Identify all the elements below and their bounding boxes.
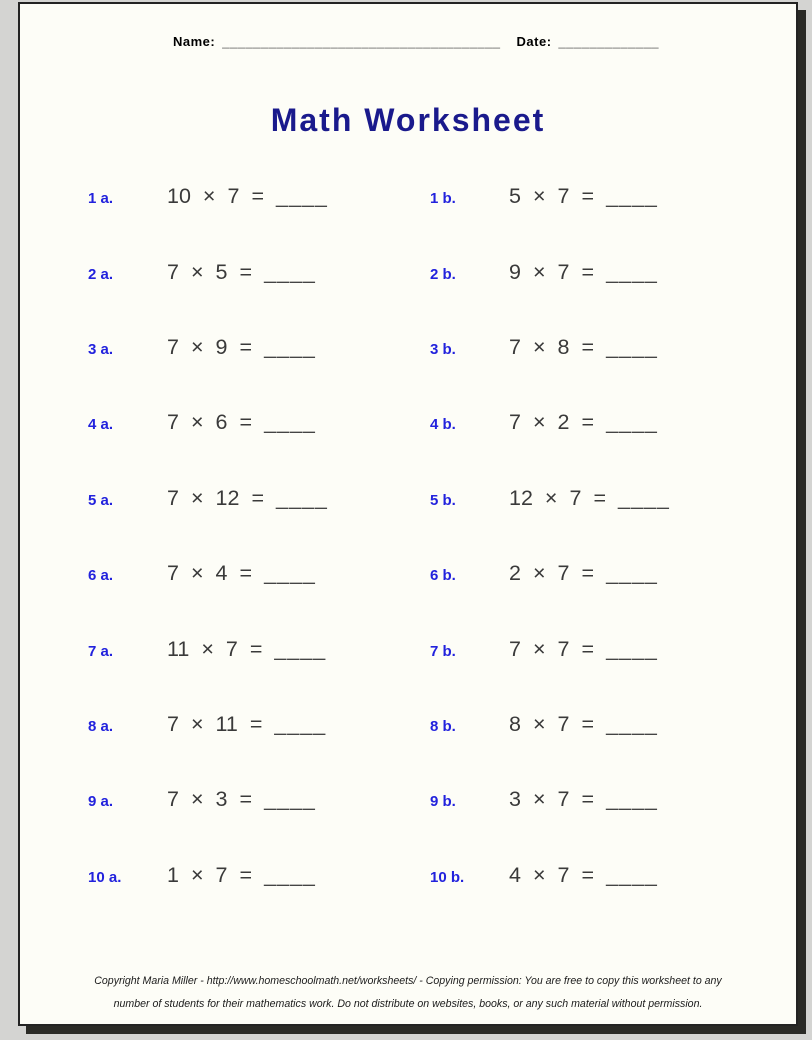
factor-2: 12 bbox=[215, 485, 240, 510]
factor-1: 2 bbox=[509, 561, 521, 586]
equals-sign: = bbox=[581, 636, 595, 661]
problem-number: 8 a. bbox=[88, 717, 114, 735]
factor-2: 7 bbox=[569, 485, 582, 510]
problem-expression bbox=[509, 863, 658, 888]
problem-number: 4 a. bbox=[88, 416, 114, 434]
factor-2: 6 bbox=[215, 410, 228, 435]
multiplication-sign: × bbox=[532, 787, 546, 812]
factor-2: 7 bbox=[557, 862, 570, 887]
equals-sign: = bbox=[239, 787, 253, 812]
answer-blank: ____ bbox=[264, 787, 316, 812]
answer-blank: ____ bbox=[264, 410, 316, 435]
equals-sign: = bbox=[581, 711, 595, 736]
problem-number: 10 a. bbox=[88, 868, 122, 886]
answer-blank: ____ bbox=[264, 862, 316, 887]
problem-cell-2a bbox=[20, 260, 362, 285]
answer-blank: ____ bbox=[274, 711, 327, 736]
answer-blank: ____ bbox=[606, 862, 658, 887]
factor-1: 5 bbox=[509, 184, 521, 209]
problem-cell-9a bbox=[20, 787, 362, 812]
multiplication-sign: × bbox=[202, 184, 216, 209]
equals-sign: = bbox=[581, 787, 595, 812]
factor-2: 7 bbox=[215, 862, 228, 887]
multiplication-sign: × bbox=[190, 410, 204, 435]
factor-1: 3 bbox=[509, 787, 521, 812]
problem-expression bbox=[509, 260, 658, 285]
problem-number: 1 a. bbox=[88, 190, 114, 208]
multiplication-sign: × bbox=[190, 862, 204, 887]
equals-sign: = bbox=[239, 561, 253, 586]
problem-cell-5a bbox=[20, 486, 362, 511]
problem-cell-9b bbox=[362, 787, 796, 812]
problem-expression bbox=[167, 335, 316, 360]
footer-copyright-line-1: Copyright Maria Miller - http://www.homeschoolmath.net/worksheets/ - Copying permission: You are free to copy this worksheet to any bbox=[94, 975, 722, 987]
equals-sign: = bbox=[581, 259, 595, 284]
problem-cell-7b bbox=[362, 637, 796, 662]
factor-1: 7 bbox=[167, 711, 179, 736]
equals-sign: = bbox=[239, 334, 253, 359]
equals-sign: = bbox=[581, 334, 595, 359]
problem-number: 10 b. bbox=[430, 868, 465, 886]
problem-expression bbox=[509, 787, 658, 812]
problem-cell-1a bbox=[20, 184, 362, 209]
factor-2: 5 bbox=[215, 259, 228, 284]
name-label: Name: bbox=[173, 34, 216, 49]
problem-expression bbox=[509, 184, 658, 209]
multiplication-sign: × bbox=[190, 259, 204, 284]
factor-1: 7 bbox=[167, 485, 179, 510]
factor-1: 10 bbox=[167, 184, 191, 209]
factor-1: 7 bbox=[167, 334, 179, 359]
equals-sign: = bbox=[249, 636, 263, 661]
problem-number: 2 a. bbox=[88, 265, 114, 283]
problem-cell-3b bbox=[362, 335, 796, 360]
factor-2: 7 bbox=[557, 259, 570, 284]
multiplication-sign: × bbox=[190, 711, 204, 736]
factor-1: 9 bbox=[509, 259, 521, 284]
answer-blank: ____ bbox=[264, 334, 316, 359]
equals-sign: = bbox=[581, 561, 595, 586]
answer-blank: ____ bbox=[276, 184, 328, 209]
multiplication-sign: × bbox=[532, 561, 546, 586]
multiplication-sign: × bbox=[532, 711, 546, 736]
equals-sign: = bbox=[251, 184, 265, 209]
problem-number: 7 b. bbox=[430, 642, 456, 660]
problem-number: 1 b. bbox=[430, 190, 456, 208]
factor-1: 7 bbox=[167, 410, 179, 435]
worksheet-page bbox=[18, 2, 798, 1026]
factor-2: 7 bbox=[557, 787, 570, 812]
factor-2: 7 bbox=[557, 636, 570, 661]
factor-2: 7 bbox=[225, 636, 238, 661]
problem-cell-10a bbox=[20, 863, 362, 888]
answer-blank: ____ bbox=[274, 636, 327, 661]
problem-cell-1b bbox=[362, 184, 796, 209]
equals-sign: = bbox=[581, 184, 595, 209]
factor-1: 7 bbox=[509, 410, 521, 435]
multiplication-sign: × bbox=[190, 787, 204, 812]
footer-copyright bbox=[20, 970, 796, 1016]
problem-cell-5b bbox=[362, 486, 796, 511]
factor-1: 7 bbox=[167, 787, 179, 812]
multiplication-sign: × bbox=[532, 334, 546, 359]
answer-blank: ____ bbox=[264, 259, 316, 284]
answer-blank: ____ bbox=[606, 334, 658, 359]
problem-expression bbox=[509, 712, 658, 737]
factor-2: 7 bbox=[557, 561, 570, 586]
problem-expression bbox=[509, 637, 658, 662]
multiplication-sign: × bbox=[532, 259, 546, 284]
problem-cell-4a bbox=[20, 410, 362, 435]
problem-cell-8b bbox=[362, 712, 796, 737]
problem-cell-6b bbox=[362, 561, 796, 586]
multiplication-sign: × bbox=[532, 862, 546, 887]
problem-expression bbox=[167, 410, 316, 435]
problem-number: 7 a. bbox=[88, 642, 114, 660]
multiplication-sign: × bbox=[190, 334, 204, 359]
multiplication-sign: × bbox=[532, 184, 546, 209]
equals-sign: = bbox=[251, 485, 265, 510]
equals-sign: = bbox=[239, 259, 253, 284]
problem-expression bbox=[509, 335, 658, 360]
date-label: Date: bbox=[516, 34, 552, 49]
factor-2: 4 bbox=[215, 561, 228, 586]
problem-number: 3 b. bbox=[430, 340, 456, 358]
problem-number: 9 a. bbox=[88, 793, 114, 811]
problem-number: 4 b. bbox=[430, 416, 456, 434]
factor-1: 4 bbox=[509, 862, 521, 887]
equals-sign: = bbox=[239, 410, 253, 435]
problem-expression bbox=[167, 712, 326, 737]
multiplication-sign: × bbox=[532, 636, 546, 661]
equals-sign: = bbox=[593, 485, 607, 510]
answer-blank: ____ bbox=[606, 787, 658, 812]
factor-1: 12 bbox=[509, 485, 533, 510]
date-blank-line: _____________ bbox=[558, 34, 660, 49]
answer-blank: ____ bbox=[606, 561, 658, 586]
factor-2: 11 bbox=[215, 711, 238, 736]
problem-cell-8a bbox=[20, 712, 362, 737]
problem-number: 5 a. bbox=[88, 491, 114, 509]
problem-expression bbox=[167, 863, 316, 888]
problem-cell-7a bbox=[20, 637, 362, 662]
problem-cell-6a bbox=[20, 561, 362, 586]
problem-number: 9 b. bbox=[430, 793, 456, 811]
answer-blank: ____ bbox=[606, 410, 658, 435]
factor-2: 8 bbox=[557, 334, 570, 359]
factor-2: 9 bbox=[215, 334, 228, 359]
equals-sign: = bbox=[581, 862, 595, 887]
problem-expression bbox=[167, 184, 328, 209]
equals-sign: = bbox=[581, 410, 595, 435]
problem-expression bbox=[167, 787, 316, 812]
problem-expression bbox=[509, 561, 658, 586]
problem-number: 5 b. bbox=[430, 491, 456, 509]
answer-blank: ____ bbox=[606, 184, 658, 209]
factor-1: 7 bbox=[167, 561, 179, 586]
factor-2: 7 bbox=[557, 184, 570, 209]
problem-number: 3 a. bbox=[88, 340, 114, 358]
multiplication-sign: × bbox=[532, 410, 546, 435]
factor-1: 7 bbox=[509, 334, 521, 359]
multiplication-sign: × bbox=[544, 485, 558, 510]
answer-blank: ____ bbox=[606, 636, 658, 661]
footer-copyright-line-2: number of students for their mathematics work. Do not distribute on websites, books, or any such material without permission. bbox=[113, 998, 703, 1010]
factor-2: 7 bbox=[557, 711, 570, 736]
problem-cell-4b bbox=[362, 410, 796, 435]
equals-sign: = bbox=[239, 862, 253, 887]
problem-expression bbox=[167, 561, 316, 586]
factor-1: 11 bbox=[167, 636, 190, 661]
name-date-header bbox=[173, 34, 659, 49]
factor-2: 3 bbox=[215, 787, 228, 812]
answer-blank: ____ bbox=[618, 485, 670, 510]
factor-2: 2 bbox=[557, 410, 570, 435]
problem-cell-2b bbox=[362, 260, 796, 285]
problem-expression bbox=[167, 486, 328, 511]
answer-blank: ____ bbox=[276, 485, 328, 510]
equals-sign: = bbox=[249, 711, 263, 736]
factor-1: 8 bbox=[509, 711, 521, 736]
name-blank-line: ____________________________________ bbox=[222, 34, 501, 49]
problem-cell-3a bbox=[20, 335, 362, 360]
factor-1: 7 bbox=[509, 636, 521, 661]
factor-2: 7 bbox=[227, 184, 240, 209]
problem-number: 2 b. bbox=[430, 265, 456, 283]
problems-grid bbox=[20, 159, 796, 913]
problem-expression bbox=[167, 637, 326, 662]
problem-cell-10b bbox=[362, 863, 796, 888]
problem-number: 6 a. bbox=[88, 567, 114, 585]
answer-blank: ____ bbox=[606, 259, 658, 284]
factor-1: 7 bbox=[167, 259, 179, 284]
problem-expression bbox=[167, 260, 316, 285]
multiplication-sign: × bbox=[190, 561, 204, 586]
problem-number: 6 b. bbox=[430, 567, 456, 585]
multiplication-sign: × bbox=[201, 636, 214, 661]
problem-expression bbox=[509, 486, 670, 511]
problem-number: 8 b. bbox=[430, 717, 456, 735]
multiplication-sign: × bbox=[190, 485, 204, 510]
worksheet-title: Math Worksheet bbox=[270, 102, 546, 138]
factor-1: 1 bbox=[167, 862, 179, 887]
problem-expression bbox=[509, 410, 658, 435]
answer-blank: ____ bbox=[264, 561, 316, 586]
answer-blank: ____ bbox=[606, 711, 658, 736]
